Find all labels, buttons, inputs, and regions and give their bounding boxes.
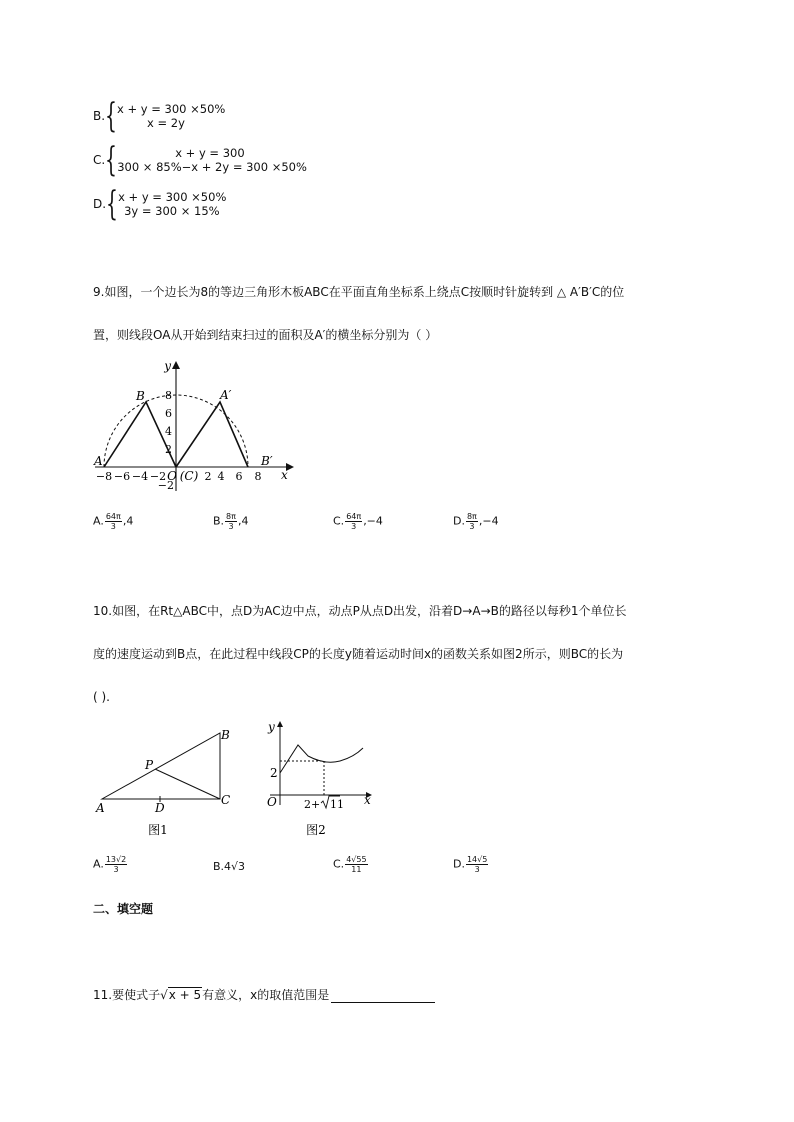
y-axis-arrow (172, 361, 180, 369)
y-tick-label: −2 (157, 479, 174, 492)
option-8-d (93, 184, 227, 224)
denominator: 3 (113, 865, 119, 874)
x-tick-label: −2 (149, 470, 167, 483)
question-10-line-2: 度的速度运动到B点，在此过程中线段CP的长度y随着运动时间x的函数关系如图2所示，则BC的长为 (93, 647, 624, 661)
equation-1: x + y = 300 ×50% (117, 102, 226, 116)
option-label: B. (93, 109, 106, 123)
equation-2: x = 2y (147, 116, 185, 130)
triangle-abc (102, 733, 220, 799)
question-10-figure-2 (260, 715, 380, 843)
point-c-label: C (221, 793, 231, 807)
denominator: 3 (228, 522, 234, 531)
fraction (466, 855, 488, 874)
segment-cp (155, 769, 220, 799)
y-value-label: 2 (270, 766, 278, 780)
y-tick-label: 6 (165, 407, 172, 420)
x-axis-label: x (364, 793, 371, 807)
option-label: A. (93, 514, 104, 528)
question-10-figure-1 (92, 722, 242, 844)
origin-label: O (267, 795, 277, 809)
point-a-label: A (96, 801, 105, 815)
origin-label: O (167, 469, 177, 483)
option-label: B. (213, 514, 225, 528)
y-axis-arrow (277, 721, 283, 727)
option-tail: ,−4 (478, 514, 499, 528)
option-label: D. (453, 514, 465, 528)
option-label: C. (333, 857, 345, 871)
option-tail: ,4 (237, 514, 249, 528)
question-9-line-2: 置，则线段OA从开始到结束扫过的面积及A′的横坐标分别为（ ） (93, 328, 438, 342)
question-9-option-b (213, 512, 248, 531)
fraction (105, 512, 122, 531)
numerator: 13√2 (105, 855, 127, 864)
question-11 (93, 986, 435, 1003)
x-tick-label: 2 (204, 470, 212, 483)
x-tick-label: −8 (95, 470, 113, 483)
brace: { (106, 184, 118, 224)
denominator: 3 (474, 865, 480, 874)
numerator: 8π (226, 512, 236, 521)
y-tick-label: 4 (165, 425, 172, 438)
y-tick-label: 2 (165, 443, 172, 456)
question-11-prefix: 11.要使式子 (93, 988, 161, 1002)
point-a-label: A (94, 454, 103, 468)
question-9-line-1: 9.如图，一个边长为8的等边三角形木板ABC在平面直角坐标系上绕点C按顺时针旋转到 △ A′B′C的位 (93, 285, 625, 299)
denominator: 11 (351, 865, 362, 874)
numerator: 4√55 (346, 855, 367, 864)
x-tick-label: 8 (254, 470, 262, 483)
point-c-label: (C) (179, 469, 199, 483)
question-10-option-b (213, 860, 245, 873)
x-tick-label: 6 (235, 470, 243, 483)
triangle-a2b2c (176, 402, 248, 467)
radicand: x + 5 (168, 988, 202, 1002)
point-b-label: B (136, 389, 145, 403)
figure-1-caption: 图1 (148, 823, 168, 837)
question-10-line-1: 10.如图，在Rt△ABC中，点D为AC边中点，动点P从点D出发，沿着D→A→B的路径以每秒1个单位长 (93, 604, 627, 618)
option-8-b (93, 96, 226, 136)
point-b-prime-label: B′ (261, 454, 273, 468)
denominator: 3 (110, 522, 116, 531)
figure-2-caption: 图2 (306, 823, 326, 837)
option-label: D. (93, 197, 107, 211)
x-tick-radicand: 11 (330, 798, 344, 811)
x-tick-label: 2+ (304, 798, 321, 811)
x-tick-label: −4 (131, 470, 149, 483)
x-tick-label: 4 (217, 470, 225, 483)
fraction (466, 512, 478, 531)
equation-1: x + y = 300 (175, 146, 245, 160)
option-label: D. (453, 857, 465, 871)
question-9-option-d (453, 512, 499, 531)
option-label: B. (213, 860, 225, 873)
numerator: 64π (105, 512, 121, 521)
brace: { (105, 96, 117, 136)
point-d-label: D (155, 801, 165, 815)
option-8-c (93, 140, 307, 180)
numerator: 14√5 (466, 855, 488, 864)
fraction (345, 855, 367, 874)
fraction (345, 512, 362, 531)
question-11-suffix: 有意义，x的取值范围是 (202, 988, 330, 1002)
denominator: 3 (469, 522, 475, 531)
point-b-label: B (221, 728, 230, 742)
option-label: A. (93, 857, 104, 871)
brace: { (105, 140, 118, 180)
denominator: 3 (351, 522, 357, 531)
question-9-figure (90, 355, 300, 495)
question-10-option-d (453, 855, 489, 874)
option-tail: ,4 (122, 514, 134, 528)
question-10-option-a (93, 855, 128, 874)
equation-2: 3y = 300 × 15% (124, 204, 220, 218)
y-axis-label: y (268, 720, 275, 734)
question-10-line-3: ( ). (93, 690, 110, 704)
option-label: C. (93, 153, 106, 167)
y-tick-label: 8 (165, 389, 172, 402)
point-p-label: P (145, 758, 154, 772)
x-tick-label: −6 (113, 470, 131, 483)
point-a-prime-label: A′ (220, 388, 232, 402)
function-curve (280, 745, 363, 773)
equation-1: x + y = 300 ×50% (118, 190, 227, 204)
fraction (105, 855, 127, 874)
section-title: 二、填空题 (93, 902, 154, 916)
numerator: 64π (346, 512, 362, 521)
answer-blank[interactable] (331, 990, 435, 1003)
option-value: 4√3 (224, 860, 246, 873)
question-9-option-c (333, 512, 383, 531)
fraction (225, 512, 237, 531)
x-axis-label: x (281, 468, 288, 482)
question-10-option-c (333, 855, 369, 874)
radical-sign: √ (160, 988, 168, 1002)
option-label: C. (333, 514, 345, 528)
option-tail: ,−4 (363, 514, 383, 528)
y-axis-label: y (164, 359, 171, 373)
equation-2: 300 × 85%−x + 2y = 300 ×50% (117, 160, 307, 174)
question-9-option-a (93, 512, 133, 531)
numerator: 8π (466, 512, 477, 521)
